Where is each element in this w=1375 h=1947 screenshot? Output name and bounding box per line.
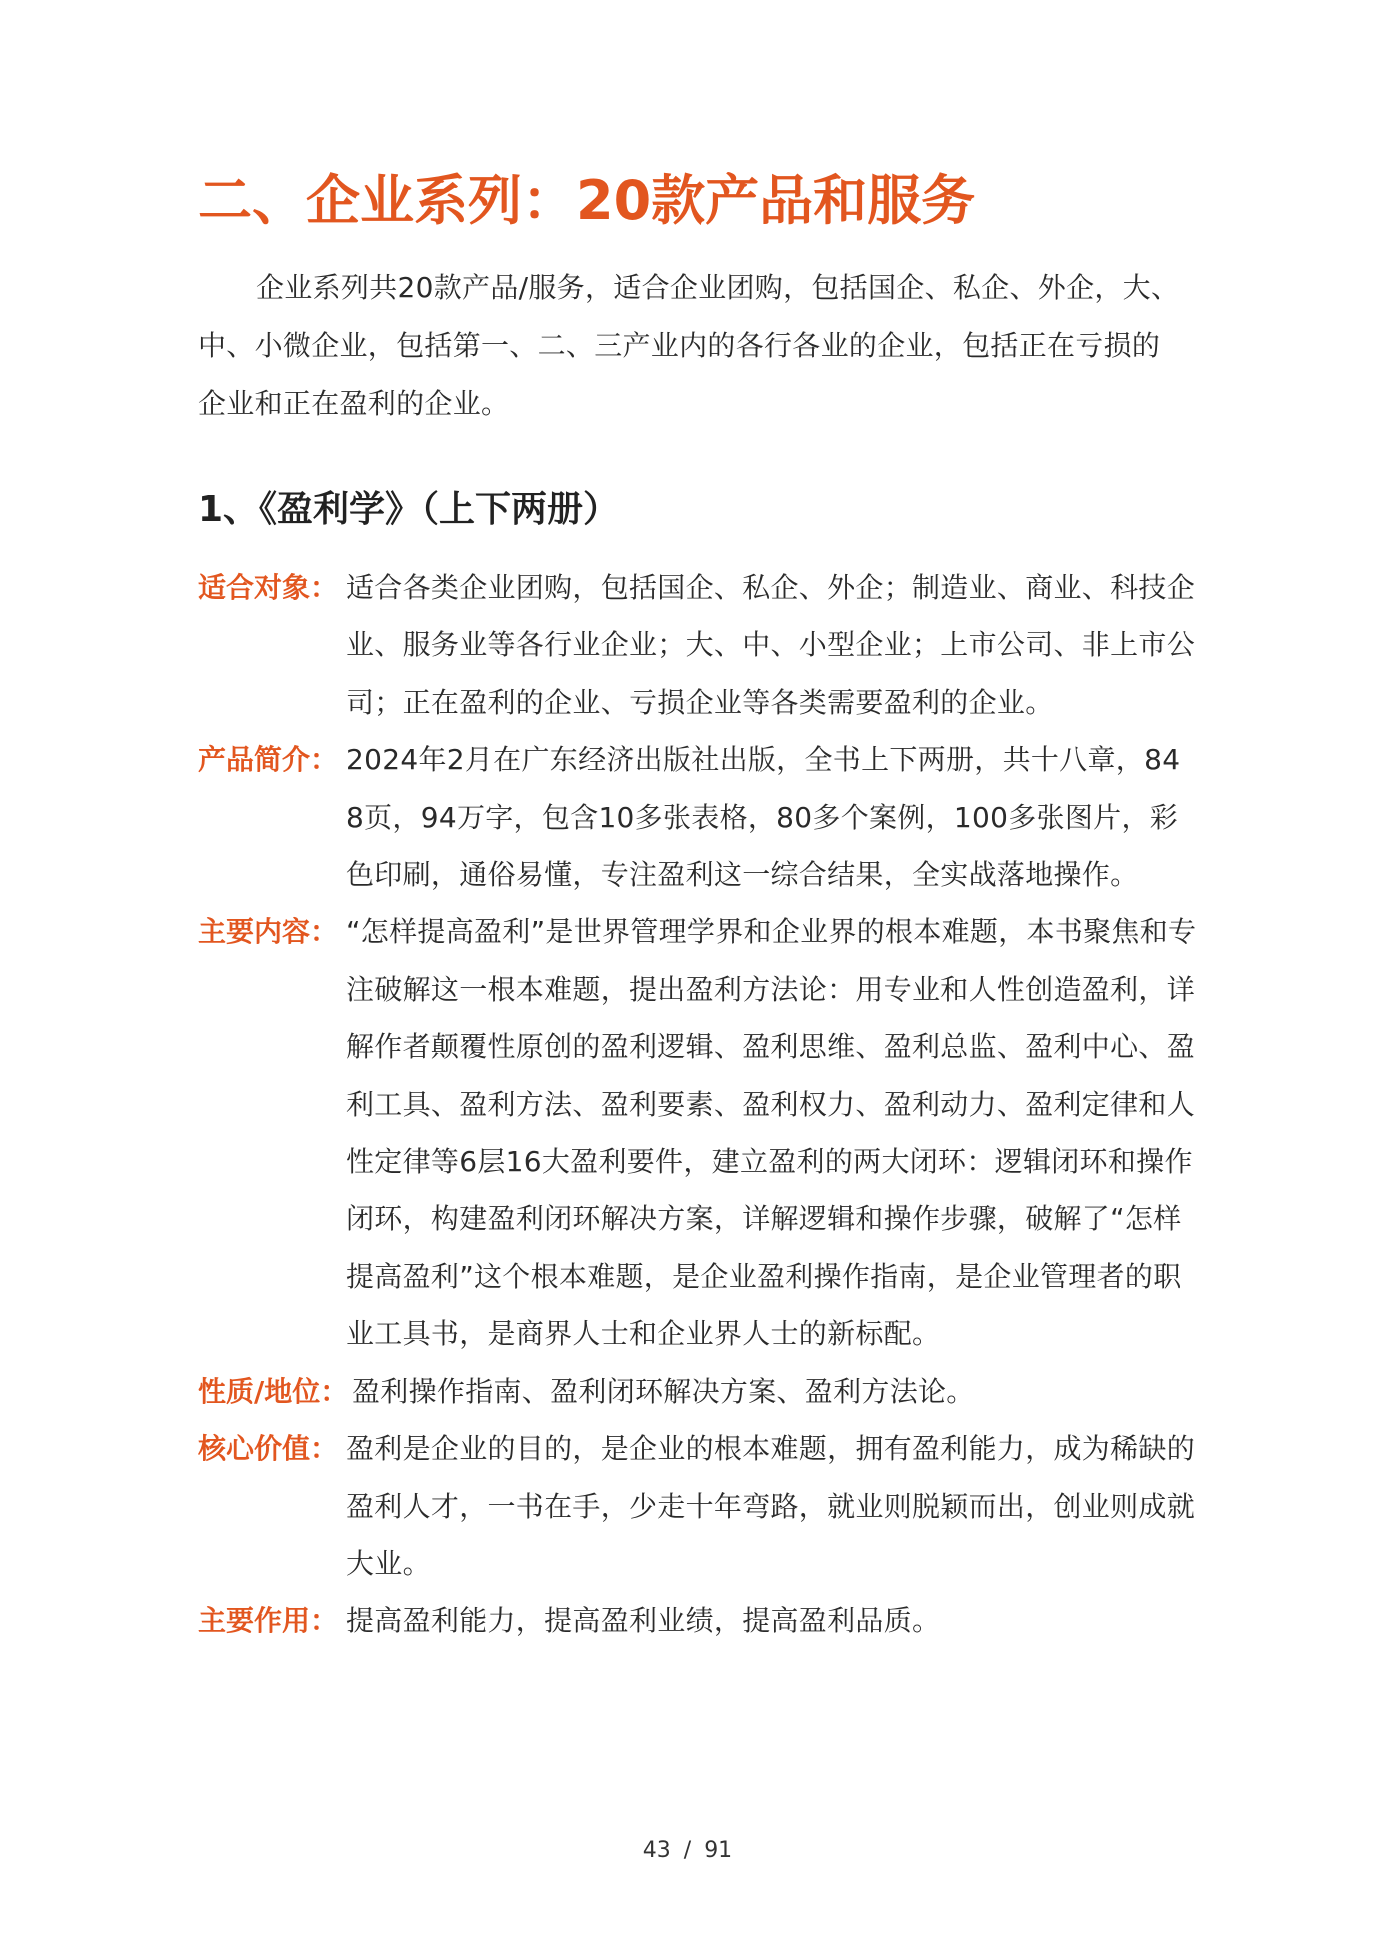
section-title: 二、企业系列：20款产品和服务 [198,169,976,232]
field-label: 核心价值： [198,1432,339,1466]
field-label: 适合对象： [198,571,339,604]
product-fields [198,559,1198,1650]
field-value: 盈利操作指南、盈利闭环解决方案、盈利方法论。 [352,1374,975,1408]
field-label: 主要内容： [198,915,339,949]
field-product-summary [198,731,1198,903]
product-title: 1、《盈利学》（上下两册） [198,489,620,530]
field-core-value [198,1420,1198,1592]
field-label: 产品简介： [198,743,339,777]
field-value: 提高盈利能力，提高盈利业绩，提高盈利品质。 [346,1604,941,1638]
field-value: “怎样提高盈利”是世界管理学界和企业界的根本难题，本书聚焦和专注破解这一根本难题，提出盈利方法论：用专业和人性创造盈利，详解作者颠覆性原创的盈利逻辑、盈利思维、盈利总监、盈利中心、盈利工具、盈利方法、盈利要素、盈利权力、盈利动力、盈利定律和人性定律等6层16大盈利要件，建立盈利的两大闭环：逻辑闭环和操作闭环，构建盈利闭环解决方案，详解逻辑和操作步骤，破解了“怎样提高盈利”这个根本难题，是企业盈利操作指南，是企业管理者的职业工具书，是商界人士和企业界人士的新标配。 [346,915,1197,1351]
field-target-audience [198,559,1198,731]
field-value: 2024年2月在广东经济出版社出版，全书上下两册，共十八章，848页，94万字，包含10多张表格，80多个案例，100多张图片，彩色印刷，通俗易懂，专注盈利这一综合结果，全实战落地操作。 [346,743,1181,892]
field-main-effect [198,1592,1198,1649]
field-nature-position [198,1363,1198,1420]
field-label: 性质/地位： [198,1374,349,1408]
field-value: 适合各类企业团购，包括国企、私企、外企；制造业、商业、科技企业、服务业等各行业企业；大、中、小型企业；上市公司、非上市公司；正在盈利的企业、亏损企业等各类需要盈利的企业。 [346,571,1196,719]
field-main-content [198,903,1198,1362]
section-intro-paragraph: 企业系列共20款产品/服务，适合企业团购，包括国企、私企、外企，大、中、小微企业，包括第一、二、三产业内的各行各业的企业，包括正在亏损的企业和正在盈利的企业。 [198,271,1180,420]
page-number: 43 / 91 [642,1838,733,1863]
field-label: 主要作用： [198,1604,339,1638]
field-value: 盈利是企业的目的，是企业的根本难题，拥有盈利能力，成为稀缺的盈利人才，一书在手，少走十年弯路，就业则脱颖而出，创业则成就大业。 [346,1432,1196,1580]
